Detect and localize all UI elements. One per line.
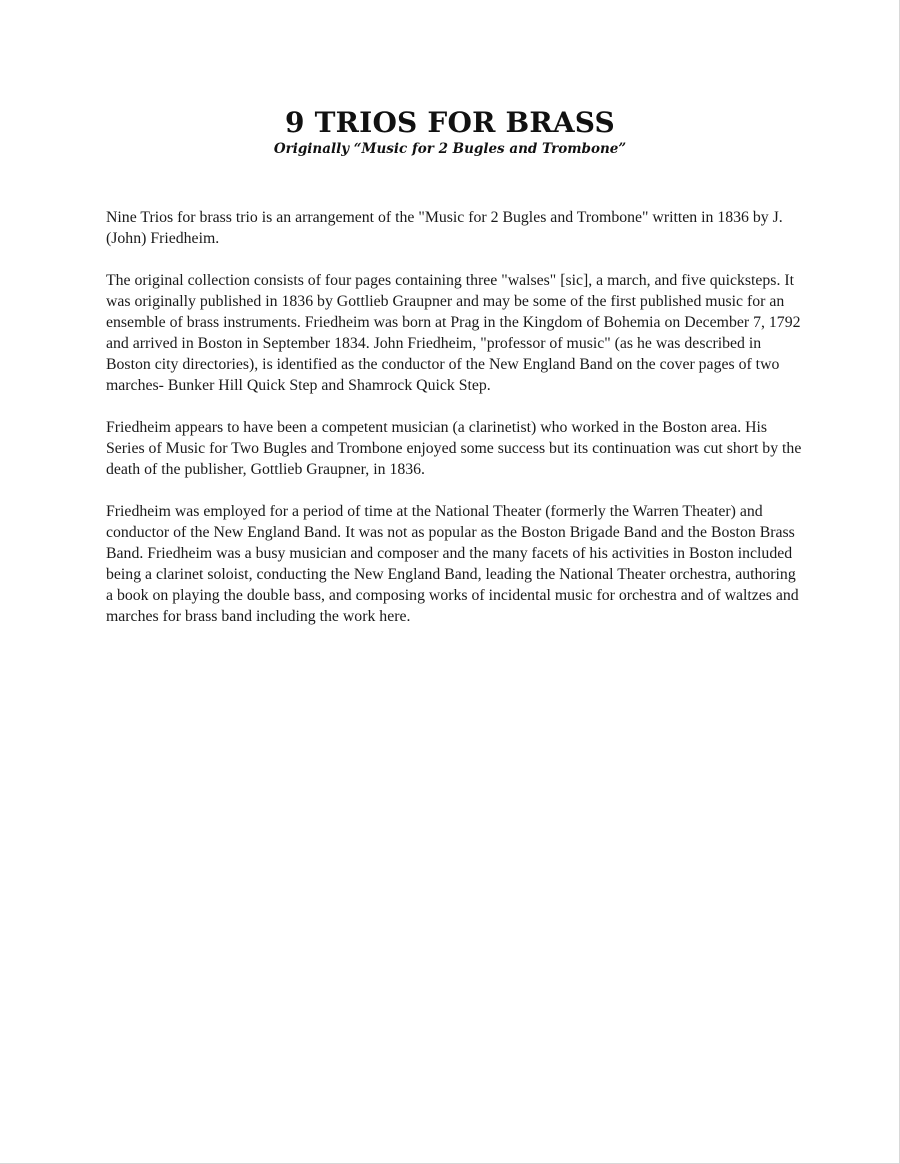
body-text: [106, 207, 806, 648]
paragraph-4: Friedheim was employed for a period of time at the National Theater (formerly the Warren Theater) and conductor of the New England Band. It was not as popular as the Boston Brigade Band and the Boston Brass Band. Friedheim was a busy musician and composer and the many facets of his activities in Boston included being a clarinet soloist, conducting the New England Band, leading the National Theater orchestra, authoring a book on playing the double bass, and composing works of incidental music for orchestra and of waltzes and marches for brass band including the work here.: [106, 503, 799, 625]
page-title: 9 TRIOS FOR BRASS: [285, 106, 615, 139]
paragraph-1: Nine Trios for brass trio is an arrangement of the "Music for 2 Bugles and Trombone" written in 1836 by J. (John) Friedheim.: [106, 209, 783, 247]
page-subtitle: Originally “Music for 2 Bugles and Trombone”: [273, 141, 627, 157]
title-block: [0, 106, 900, 158]
paragraph-2: The original collection consists of four pages containing three "walses" [sic], a march, and five quicksteps. It was originally published in 1836 by Gottlieb Graupner and may be some of the first published music for an ensemble of brass instruments. Friedheim was born at Prag in the Kingdom of Bohemia on December 7, 1792 and arrived in Boston in September 1834. John Friedheim, "professor of music" (as he was described in Boston city directories), is identified as the conductor of the New England Band on the cover pages of two marches- Bunker Hill Quick Step and Shamrock Quick Step.: [106, 272, 801, 394]
paragraph-3: Friedheim appears to have been a competent musician (a clarinetist) who worked in the Boston area. His Series of Music for Two Bugles and Trombone enjoyed some success but its continuation was cut short by the death of the publisher, Gottlieb Graupner, in 1836.: [106, 419, 802, 478]
